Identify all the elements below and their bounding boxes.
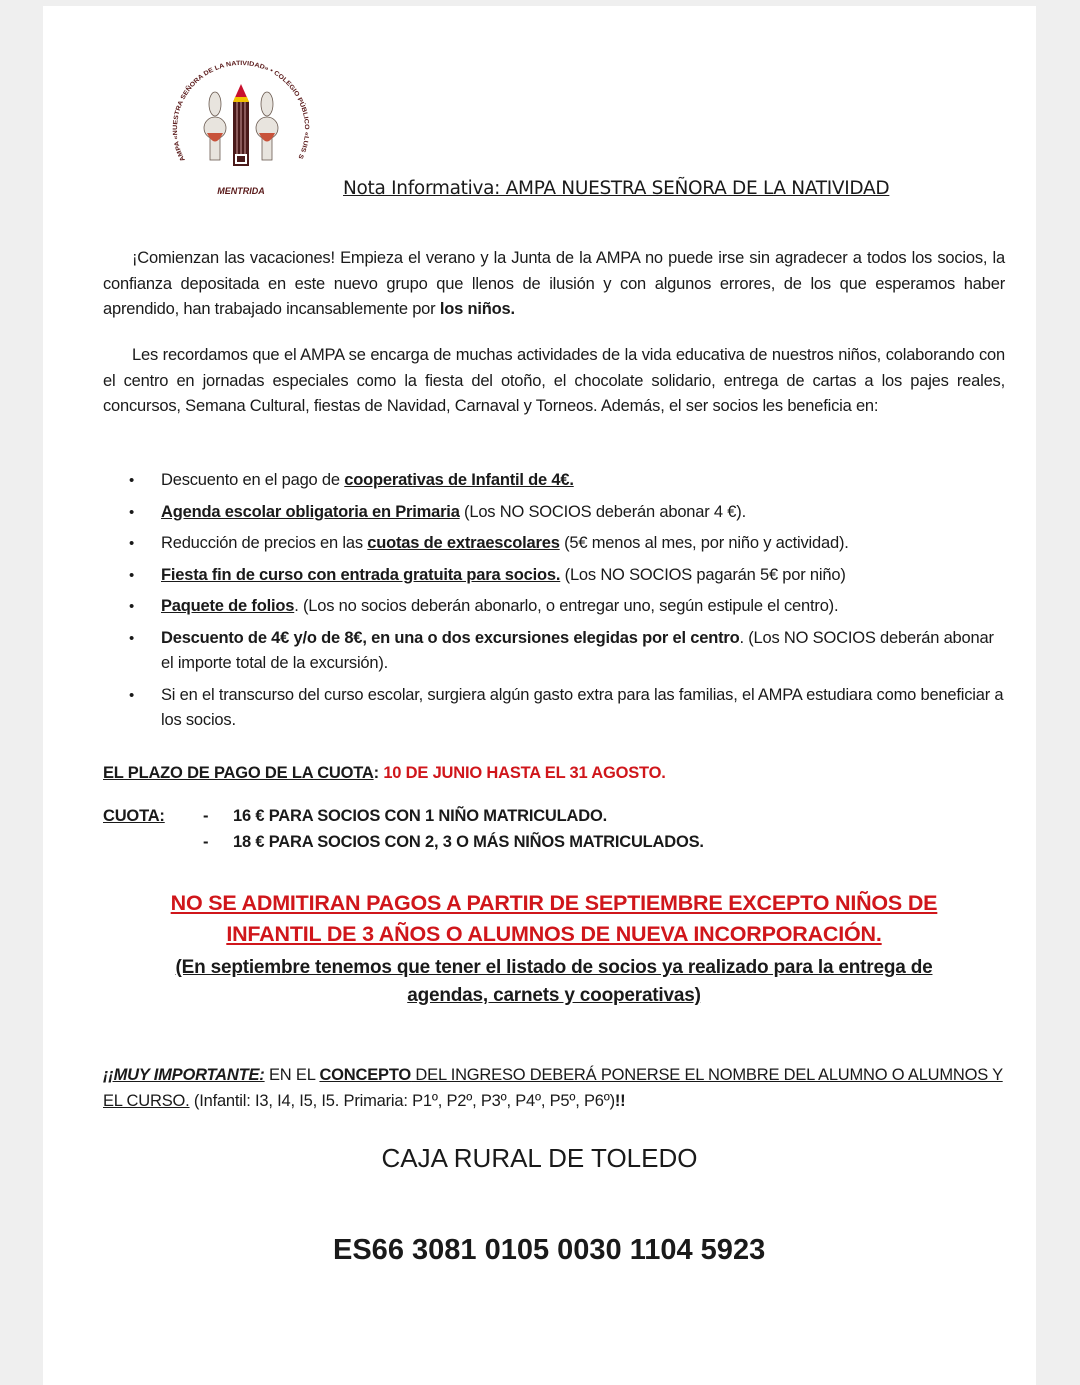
benefit-text: Descuento en el pago de [161, 471, 345, 489]
fee-dash: - [203, 807, 209, 825]
benefit-text: (Los NO SOCIOS pagarán 5€ por niño) [560, 565, 846, 584]
intro-text: ¡Comienzan las vacaciones! Empieza el verano y la Junta de la AMPA no puede irse sin agradecer a todos los socios, la confianza depositada en este nuevo grupo que llenos de ilusión y con algunos errores, de los que esperamos haber aprendido, han trabajado incansablemente por [103, 249, 1005, 318]
warning-line: NO SE ADMITIRAN PAGOS A PARTIR DE SEPTIEMBRE EXCEPTO NIÑOS DE [170, 891, 938, 915]
benefit-item [103, 468, 1005, 494]
warning-note [103, 954, 1005, 1010]
benefit-highlight: cuotas de extraescolares [367, 534, 560, 552]
fee-label: CUOTA: [103, 807, 165, 825]
benefit-text: Si en el transcurso del curso escolar, surgiera algún gasto extra para las familias, el AMPA estudiara como beneficiar a los socios. [161, 685, 1004, 729]
fee-item [203, 830, 704, 856]
fee-text: 18 € PARA SOCIOS CON 2, 3 O MÁS NIÑOS MATRICULADOS. [233, 832, 704, 851]
benefit-text: . (Los NO SOCIOS deberán abonar el importe total de la excursión). [161, 628, 994, 672]
intro-paragraph [103, 246, 1005, 323]
ampa-logo [165, 54, 317, 199]
bank-iban: ES66 3081 0105 0030 1104 5923 [333, 1234, 766, 1266]
benefit-item [103, 500, 1005, 526]
warning-line: INFANTIL DE 3 AÑOS O ALUMNOS DE NUEVA INCORPORACIÓN. [226, 922, 882, 946]
benefit-item [103, 626, 1005, 677]
document-page [43, 6, 1036, 1385]
important-text: DEL INGRESO DEBERÁ PONERSE EL NOMBRE DEL ALUMNO O ALUMNOS Y [411, 1066, 1003, 1084]
note-line: agendas, carnets y cooperativas) [407, 985, 701, 1006]
bank-name: CAJA RURAL DE TOLEDO [381, 1143, 698, 1173]
benefit-text: (5€ menos al mes, por niño y actividad). [559, 534, 849, 552]
deadline-separator: : [373, 764, 384, 782]
reminder-paragraph [103, 343, 1005, 420]
important-label: ¡¡MUY IMPORTANTE: [103, 1066, 265, 1084]
deadline-value: 10 DE JUNIO HASTA EL 31 AGOSTO. [383, 764, 666, 782]
benefits-list [103, 468, 1005, 740]
benefit-highlight: Agenda escolar obligatoria en Primaria [161, 502, 460, 521]
benefit-item [103, 563, 1005, 589]
fee-list [203, 804, 704, 855]
important-curso: EL CURSO. [103, 1091, 190, 1110]
benefit-item [103, 683, 1005, 734]
fee-dash: - [203, 832, 209, 851]
important-end: !! [614, 1091, 626, 1110]
page-title: Nota Informativa: AMPA NUESTRA SEÑORA DE LA NATIVIDAD [343, 178, 890, 199]
important-text: (Infantil: I3, I4, I5, I5. Primaria: P1º, P2º, P3º, P4º, P5º, P6º) [189, 1091, 615, 1110]
benefit-highlight: Descuento de 4€ y/o de 8€, en una o dos excursiones elegidas por el centro [161, 628, 740, 647]
note-line: (En septiembre tenemos que tener el listado de socios ya realizado para la entrega de [175, 957, 933, 978]
benefit-text: Reducción de precios en las [161, 534, 368, 552]
logo-ring-text: AMPA «NUESTRA SEÑORA DE LA NATIVIDAD» • COLEGIO PÚBLICO «LUIS S [171, 59, 311, 163]
benefit-text: . (Los no socios deberán abonarlo, o entregar uno, según estipule el centro). [294, 597, 839, 615]
important-concepto: CONCEPTO [319, 1066, 412, 1084]
intro-bold-end: los niños. [439, 300, 515, 318]
payment-warning [103, 888, 1005, 950]
benefit-text: (Los NO SOCIOS deberán abonar 4 €). [459, 502, 746, 521]
benefit-item [103, 531, 1005, 557]
fee-item [203, 804, 704, 830]
benefit-highlight: cooperativas de Infantil de 4€. [344, 471, 574, 489]
logo-ring-bottom: MENTRIDA [217, 186, 265, 196]
fee-text: 16 € PARA SOCIOS CON 1 NIÑO MATRICULADO. [233, 807, 607, 825]
important-notice [103, 1063, 1005, 1114]
benefit-item [103, 594, 1005, 620]
payment-deadline [103, 761, 666, 787]
logo-artwork [204, 84, 278, 166]
benefit-highlight: Paquete de folios [161, 597, 295, 615]
important-text: EN EL [264, 1066, 320, 1084]
benefit-highlight: Fiesta fin de curso con entrada gratuita para socios. [161, 565, 561, 584]
reminder-text: Les recordamos que el AMPA se encarga de muchas actividades de la vida educativa de nuestros niños, colaborando con el centro en jornadas especiales como la fiesta del otoño, el chocolate solidario, entrega de cartas a los pajes reales, concursos, Semana Cultural, fiestas de Navidad, Carnaval y Torneos. Además, el ser socios les beneficia en: [103, 346, 1005, 415]
deadline-label: EL PLAZO DE PAGO DE LA CUOTA [103, 764, 374, 782]
